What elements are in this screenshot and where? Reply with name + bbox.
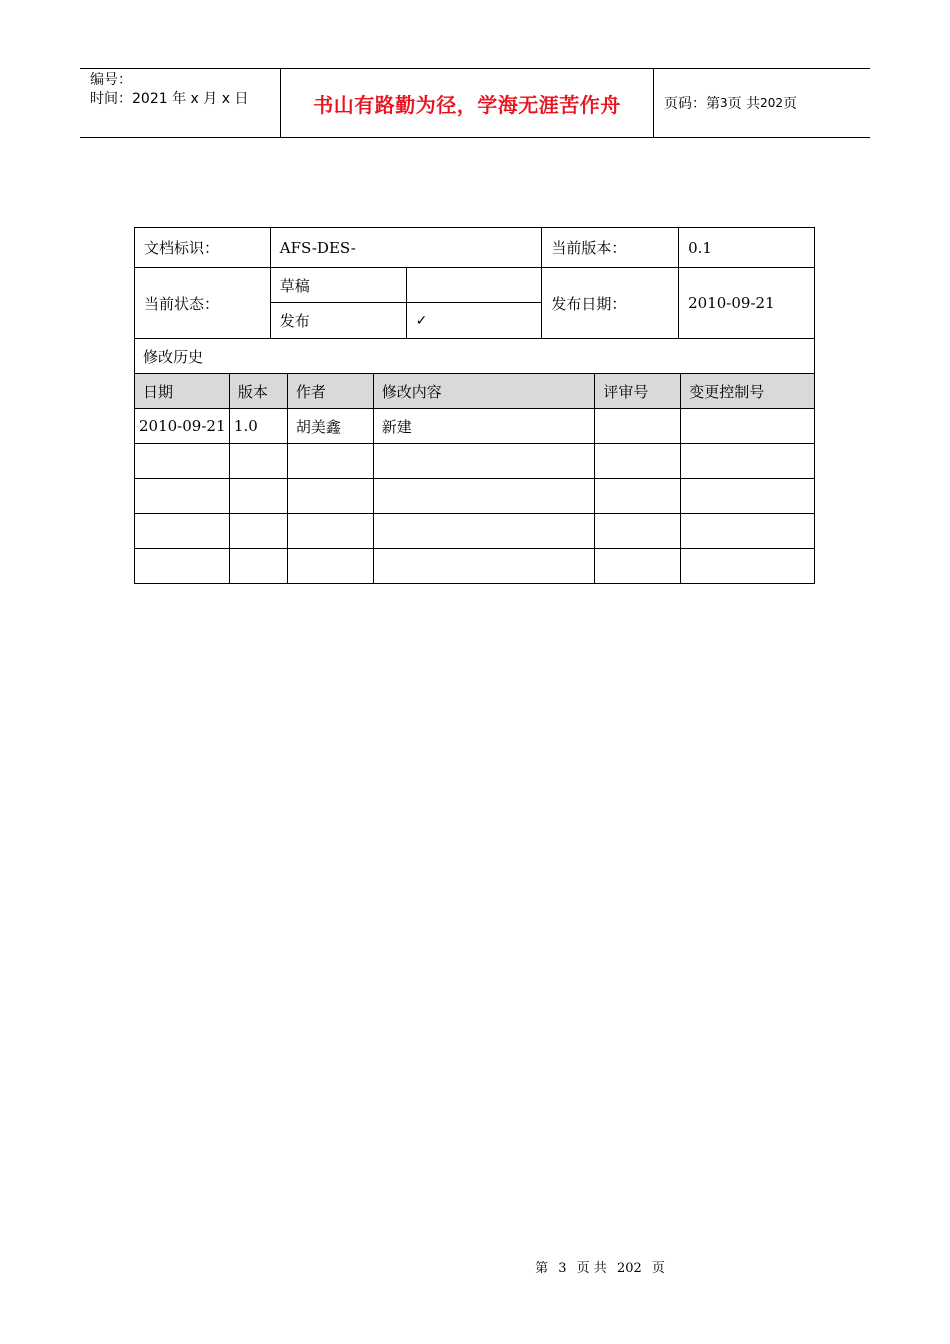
date-value: 2010-09-21: [679, 268, 815, 339]
doc-id-label: 文档标识：: [135, 228, 271, 268]
cell: [681, 549, 815, 584]
cell: [595, 409, 681, 444]
doc-id-value: AFS-DES-: [270, 228, 542, 268]
cell: [595, 479, 681, 514]
cell: [229, 479, 287, 514]
footer-current: 3: [558, 1261, 567, 1276]
page-footer: [0, 1257, 950, 1276]
cell: [681, 409, 815, 444]
table-row: [135, 514, 815, 549]
cell: 胡美鑫: [287, 409, 373, 444]
cell: [595, 444, 681, 479]
column-header: 作者: [287, 374, 373, 409]
time-label: 时间：2021 年 x 月 x 日: [90, 91, 249, 107]
history-title: 修改历史: [135, 339, 815, 374]
status-release: 发布: [270, 303, 406, 339]
status-draft-mark: [406, 268, 542, 303]
cell: [681, 444, 815, 479]
cell: [681, 479, 815, 514]
cell: [135, 514, 230, 549]
page-end: 页: [783, 96, 797, 112]
footer-suffix: 页: [651, 1261, 665, 1276]
cell: [373, 479, 595, 514]
cell: [373, 514, 595, 549]
page-mid: 页 共: [727, 96, 761, 112]
number-label: 编号：: [90, 72, 132, 88]
page-label: 页码：第: [664, 96, 720, 112]
cell: [229, 549, 287, 584]
page-header: [80, 68, 870, 138]
table-row: [135, 444, 815, 479]
cell: [135, 479, 230, 514]
cell: [229, 514, 287, 549]
column-header: 修改内容: [373, 374, 595, 409]
version-value: 0.1: [679, 228, 815, 268]
column-header: 版本: [229, 374, 287, 409]
column-header: 日期: [135, 374, 230, 409]
cell: 2010-09-21: [135, 409, 230, 444]
cell: [373, 549, 595, 584]
date-label: 发布日期：: [542, 268, 679, 339]
document-info-table: [134, 227, 815, 339]
status-draft: 草稿: [270, 268, 406, 303]
cell: [287, 549, 373, 584]
footer-mid: 页 共: [576, 1261, 607, 1276]
page-current: 3: [720, 96, 728, 110]
header-page-info: [654, 69, 870, 137]
cell: [287, 514, 373, 549]
header-meta: [80, 69, 281, 137]
cell: [229, 444, 287, 479]
history-header-row: [135, 374, 815, 409]
revision-history-table: [134, 338, 815, 584]
table-row: [135, 409, 815, 444]
footer-total: 202: [616, 1261, 642, 1276]
cell: [681, 514, 815, 549]
footer-prefix: 第: [535, 1261, 549, 1276]
cell: [373, 444, 595, 479]
cell: [287, 479, 373, 514]
status-label: 当前状态：: [135, 268, 271, 339]
cell: 1.0: [229, 409, 287, 444]
check-icon: ✓: [406, 303, 542, 339]
page-total: 202: [760, 96, 783, 110]
cell: 新建: [373, 409, 595, 444]
version-label: 当前版本：: [542, 228, 679, 268]
cell: [287, 444, 373, 479]
cell: [595, 549, 681, 584]
cell: [135, 444, 230, 479]
motto: 书山有路勤为径，学海无涯苦作舟: [313, 92, 621, 117]
column-header: 评审号: [595, 374, 681, 409]
header-motto-cell: [281, 69, 654, 137]
table-row: [135, 549, 815, 584]
cell: [595, 514, 681, 549]
table-row: [135, 479, 815, 514]
cell: [135, 549, 230, 584]
column-header: 变更控制号: [681, 374, 815, 409]
